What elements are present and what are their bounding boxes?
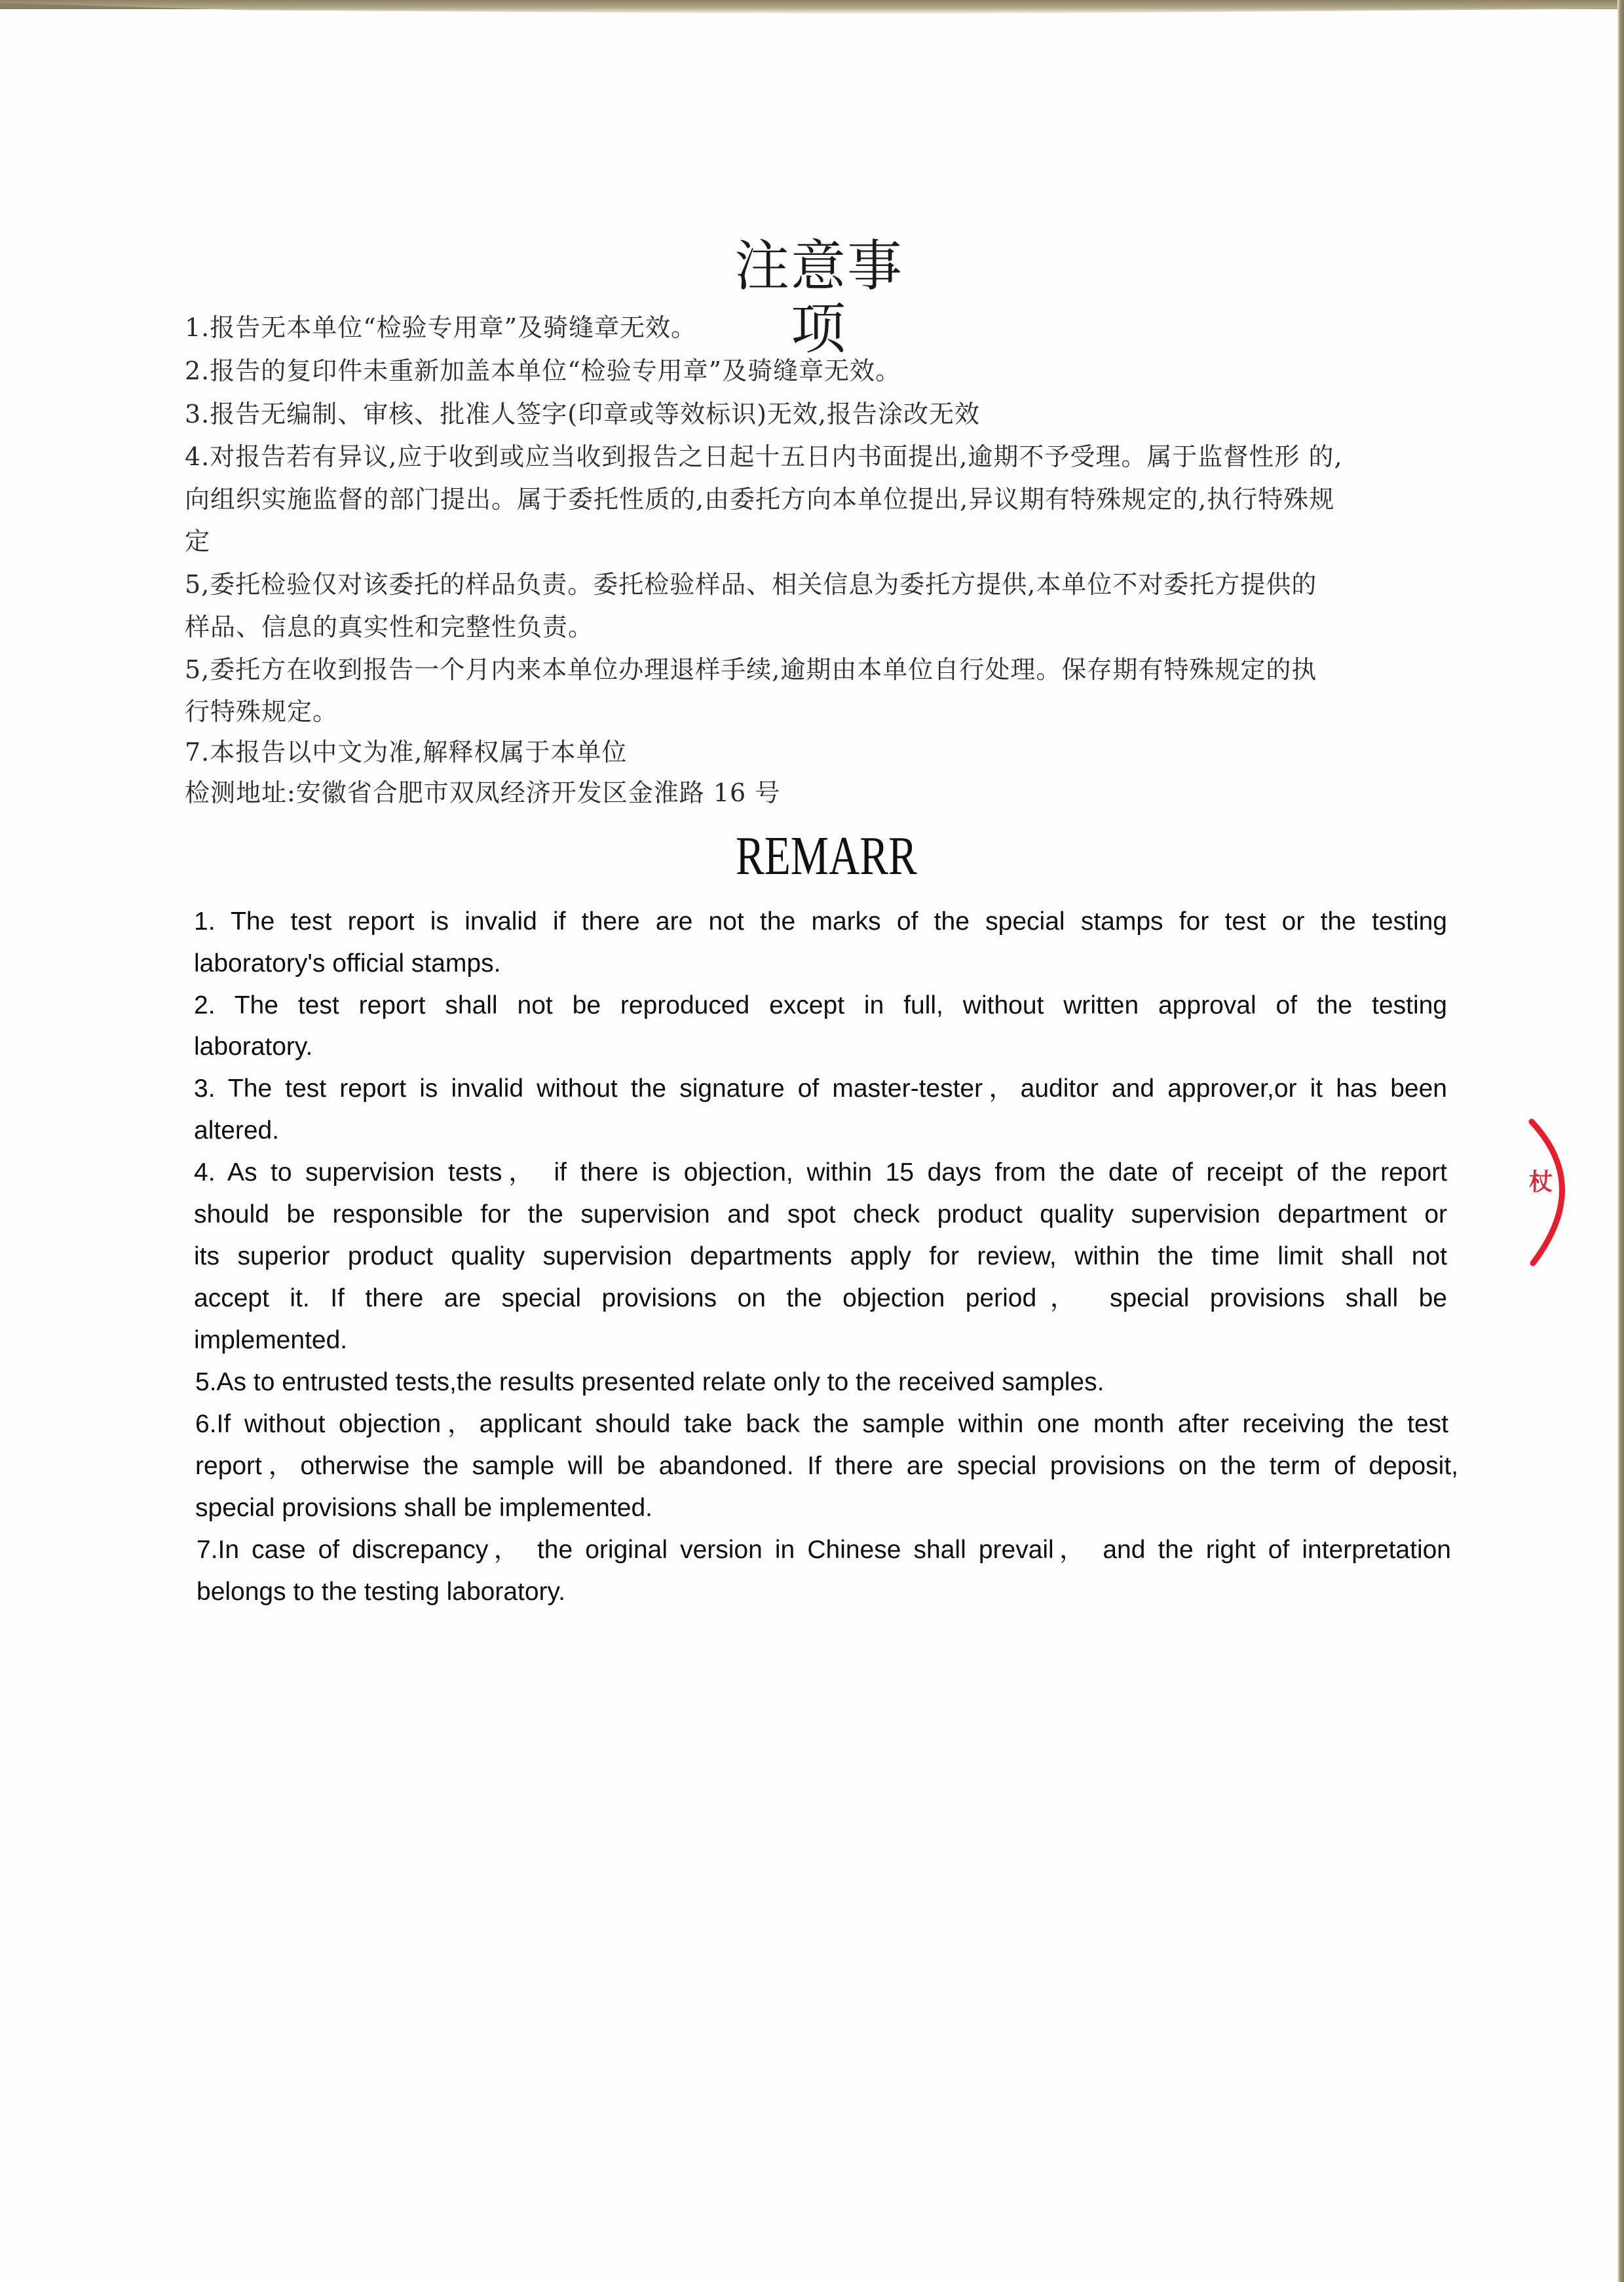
cn-line-7: 5,委托检验仅对该委托的样品负责。委托检验样品、相关信息为委托方提供,本单位不对委托方提供的 xyxy=(185,570,1317,599)
en-line-12: 5.As to entrusted tests,the results presented relate only to the received samples. xyxy=(195,1368,1105,1396)
scan-edge-right xyxy=(1617,0,1624,2282)
cn-line-5: 向组织实施监督的部门提出。属于委托性质的,由委托方向本单位提出,异议期有特殊规定的,执行特殊规 xyxy=(185,485,1335,514)
cn-line-4: 4.对报告若有异议,应于收到或应当收到报告之日起十五日内书面提出,逾期不予受理。属于监督性形 的, xyxy=(185,442,1343,471)
cn-line-9: 5,委托方在收到报告一个月内来本单位办理退样手续,逾期由本单位自行处理。保存期有特殊规定的执 xyxy=(185,655,1317,684)
en-line-11: implemented. xyxy=(194,1326,348,1354)
cn-line-6: 定 xyxy=(185,527,211,556)
notice-title-cn: 注意事项 xyxy=(734,234,903,361)
en-line-15: special provisions shall be implemented. xyxy=(195,1494,653,1522)
en-line-9: its superior product quality supervision departments apply for review, within the time limit shall not xyxy=(194,1242,1447,1270)
en-line-3: 2. The test report shall not be reproduced except in full, without written approval of the testing xyxy=(194,991,1447,1019)
cn-line-1: 1.报告无本单位“检验专用章”及骑缝章无效。 xyxy=(185,313,697,342)
seal-glyph: 杖 xyxy=(1529,1168,1553,1196)
cn-line-2: 2.报告的复印件未重新加盖本单位“检验专用章”及骑缝章无效。 xyxy=(185,356,901,385)
en-line-8: should be responsible for the supervision and spot check product quality supervision department or xyxy=(194,1200,1447,1228)
remark-title-en: REMARR xyxy=(736,826,917,886)
en-line-6: altered. xyxy=(194,1116,280,1145)
cn-line-10: 行特殊规定。 xyxy=(185,697,339,726)
cn-line-11: 7.本报告以中文为准,解释权属于本单位 xyxy=(185,738,628,767)
cn-line-8: 样品、信息的真实性和完整性负责。 xyxy=(185,613,594,641)
en-line-10: accept it. If there are special provisions on the objection period， special provisions shall be xyxy=(194,1284,1447,1312)
en-line-2: laboratory's official stamps. xyxy=(194,949,501,978)
cn-line-3: 3.报告无编制、审核、批准人签字(印章或等效标识)无效,报告涂改无效 xyxy=(185,400,980,428)
en-line-7: 4. As to supervision tests， if there is objection, within 15 days from the date of receipt of the report xyxy=(194,1158,1447,1187)
en-line-14: report，otherwise the sample will be abandoned. If there are special provisions on the term of deposit, xyxy=(195,1452,1458,1480)
en-line-5: 3. The test report is invalid without the signature of master-tester，auditor and approver,or it has been xyxy=(194,1074,1447,1103)
en-line-4: laboratory. xyxy=(194,1033,313,1061)
lab-address: 检测地址:安徽省合肥市双凤经济开发区金淮路 16 号 xyxy=(185,778,781,807)
en-line-16: 7.In case of discrepancy， the original version in Chinese shall prevail， and the right of interpretation xyxy=(197,1536,1451,1564)
en-line-1: 1. The test report is invalid if there are not the marks of the special stamps for test or the testing xyxy=(194,907,1447,936)
en-line-13: 6.If without objection，applicant should take back the sample within one month after receiving the test xyxy=(195,1410,1448,1438)
en-line-17: belongs to the testing laboratory. xyxy=(197,1578,565,1606)
